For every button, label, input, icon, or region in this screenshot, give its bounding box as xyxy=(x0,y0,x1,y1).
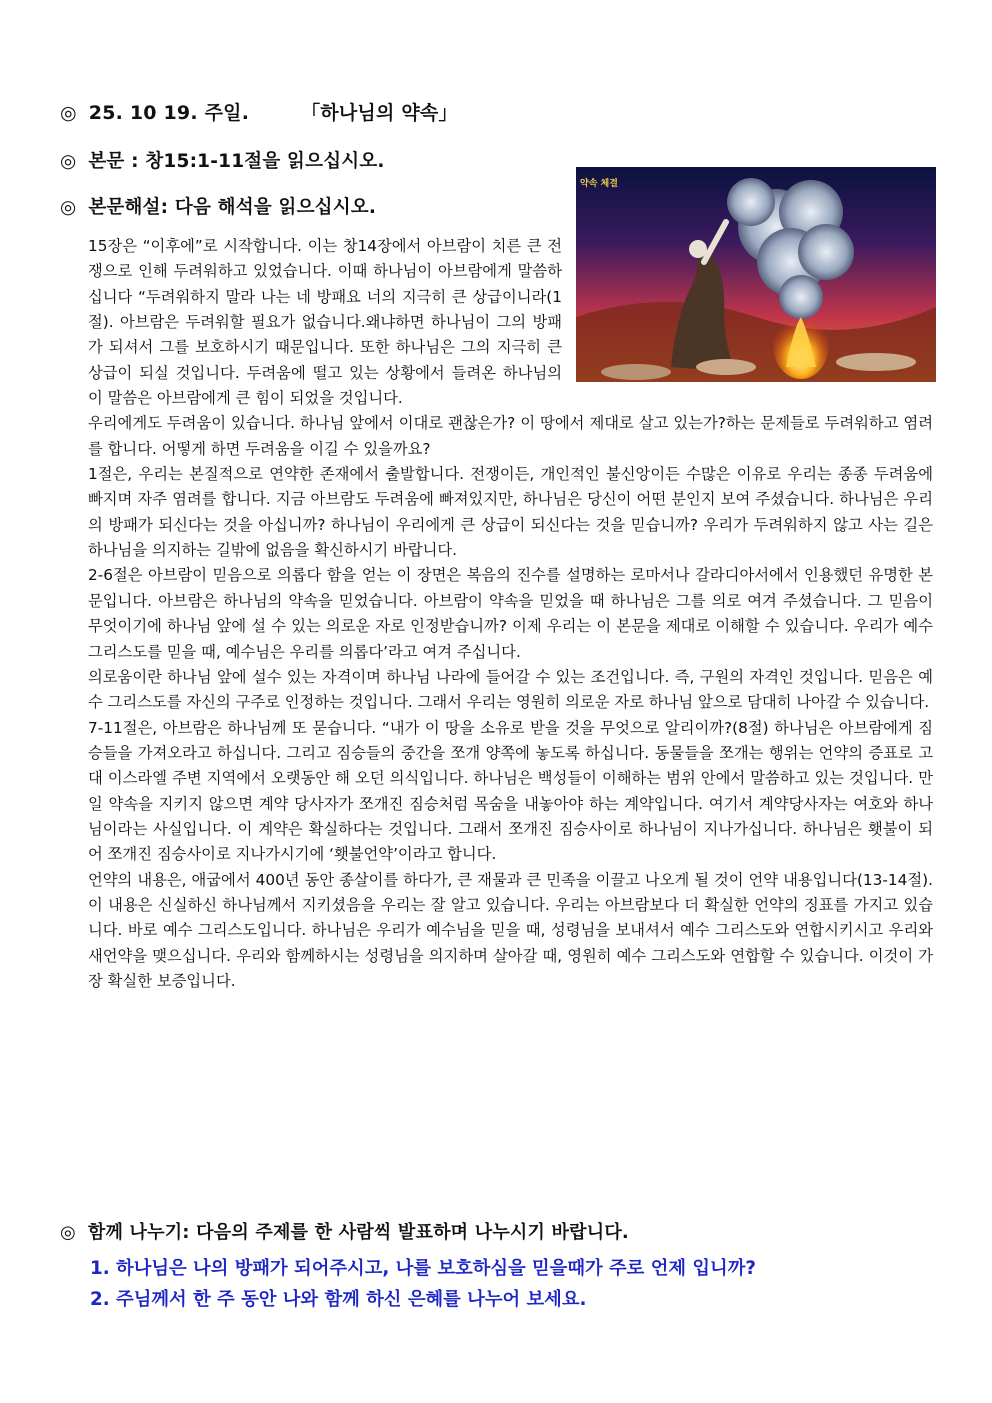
image-caption: 약속 체결 xyxy=(580,179,618,189)
covenant-scene-image xyxy=(576,167,936,382)
sharing-text: 함께 나누기: 다음의 주제를 한 사람씩 발표하며 나누시기 바랍니다. xyxy=(87,1222,629,1243)
circle-bullet-icon: ◎ xyxy=(60,151,77,172)
commentary-heading xyxy=(60,193,376,219)
circle-bullet-icon: ◎ xyxy=(60,102,77,124)
covenant-illustration xyxy=(576,167,936,382)
paragraph: 의로움이란 하나님 앞에 설수 있는 자격이며 하나님 나라에 들어갈 수 있는 조건입니다. 즉, 구원의 자격인 것입니다. 믿음은 예수 그리스도를 자신의 구주로 인정하는 것입니다. 그래서 우리는 영원히 의로운 자로 하나님 앞으로 담대히 나아갈 수 있습니다. xyxy=(88,667,933,712)
sermon-title: 「하나님의 약속」 xyxy=(301,102,458,124)
paragraph: 15장은 “이후에”로 시작합니다. 이는 창14장에서 아브람이 치른 큰 전쟁으로 인해 두려워하고 있었습니다. 이때 하나님이 아브람에게 말씀하십니다 “두려워하지 말라 나는 네 방패요 너의 지극히 큰 상급이니라(1절). 아브람은 두려워할 필요가 없습니다.왜냐하면 하나님이 그의 방패가 되셔서 그를 보호하시기 때문입니다. 또한 하나님은 그의 지극히 큰 상급이 되실 것입니다. 두려움에 떨고 있는 상황에서 들려온 하나님의 이 말씀은 아브람에게 큰 힘이 되었을 것입니다. xyxy=(88,237,562,408)
paragraph: 언약의 내용은, 애굽에서 400년 동안 종살이를 하다가, 큰 재물과 큰 민족을 이끌고 나오게 될 것이 언약 내용입니다(13-14절). 이 내용은 신실하신 하나님께서 지키셨음을 우리는 잘 알고 있습니다. 우리는 아브람보다 더 확실한 언약의 징표를 가지고 있습니다. 바로 예수 그리스도입니다. 하나님은 우리가 예수님을 믿을 때, 성령님을 보내셔서 예수 그리스도와 연합시키시고 우리와 새언약을 맺으십니다. 우리와 함께하시는 성령님을 의지하며 살아갈 때, 영원히 예수 그리스도와 연합할 수 있습니다. 이것이 가장 확실한 보증입니다. xyxy=(88,870,933,990)
circle-bullet-icon: ◎ xyxy=(60,1222,76,1243)
paragraph: 7-11절은, 아브람은 하나님께 또 묻습니다. “내가 이 땅을 소유로 받을 것을 무엇으로 알리이까?(8절) 하나님은 아브람에게 짐승들을 가져오라고 하십니다. 그리고 짐승들의 중간을 쪼개 양쪽에 놓도록 하십니다. 동물들을 쪼개는 행위는 언약의 증표로 고대 이스라엘 주변 지역에서 오랫동안 해 오던 의식입니다. 하나님은 백성들이 이해하는 범위 안에서 말씀하고 있는 것입니다. 만일 약속을 지키지 않으면 계약 당사자가 쪼개진 짐승처럼 목숨을 내놓아야 하는 계약입니다. 여기서 계약당사자는 여호와 하나님이라는 사실입니다. 이 계약은 확실하다는 것입니다. 그래서 쪼개진 짐승사이로 하나님이 지나가십니다. 하나님은 횃불이 되어 쪼개진 짐승사이로 지나가시기에 ‘횃불언약’이라고 합니다. xyxy=(88,718,933,864)
sharing-heading xyxy=(60,1218,629,1244)
page-heading xyxy=(60,98,458,125)
commentary-text: 본문해설: 다음 해석을 읽으십시오. xyxy=(88,197,377,218)
fire-torch xyxy=(773,311,829,379)
question-item: 2. 주님께서 한 주 동안 나와 함께 하신 은혜를 나누어 보세요. xyxy=(90,1289,587,1310)
paragraph: 2-6절은 아브람이 믿음으로 의롭다 함을 얻는 이 장면은 복음의 진수를 설명하는 로마서나 갈라디아서에서 인용했던 유명한 본문입니다. 아브람은 하나님의 약속을 믿었습니다. 아브람이 약속을 믿었을 때 하나님은 그를 의로 여겨 주셨습니다. 그 믿음이 무엇이기에 하나님 앞에 설 수 있는 의로운 자로 인정받습니까? 이제 우리는 이 본문을 제대로 이해할 수 있습니다. 우리가 예수 그리스도를 믿을 때, 예수님은 우리를 의롭다’라고 여겨 주십니다. xyxy=(88,566,933,661)
service-date: 25. 10 19. 주일. xyxy=(88,102,250,124)
paragraph: 1절은, 우리는 본질적으로 연약한 존재에서 출발합니다. 전쟁이든, 개인적인 불신앙이든 수많은 이유로 우리는 종종 두려움에 빠지며 자주 염려를 합니다. 지금 아브람도 두려움에 빠져있지만, 하나님은 당신이 어떤 분인지 보여 주셨습니다. 하나님은 우리의 방패가 되신다는 것을 아십니까? 하나님이 우리에게 큰 상급이 되신다는 것을 믿습니까? 우리가 두려워하지 않고 사는 길은 하나님을 의지하는 길밖에 없음을 확신하시기 바랍니다. xyxy=(88,465,933,560)
scripture-text: 본문 : 창15:1-11절을 읽으십시오. xyxy=(88,151,385,172)
circle-bullet-icon: ◎ xyxy=(60,197,77,218)
question-item: 1. 하나님은 나의 방패가 되어주시고, 나를 보호하심을 믿을때가 주로 언제 입니까? xyxy=(90,1258,756,1279)
discussion-questions xyxy=(90,1253,756,1315)
paragraph: 우리에게도 두려움이 있습니다. 하나님 앞에서 이대로 괜찮은가? 이 땅에서 제대로 살고 있는가?하는 문제들로 두려워하고 염려를 합니다. 어떻게 하면 두려움을 이길 수 있을까요? xyxy=(88,414,933,458)
scripture-heading xyxy=(60,147,385,173)
